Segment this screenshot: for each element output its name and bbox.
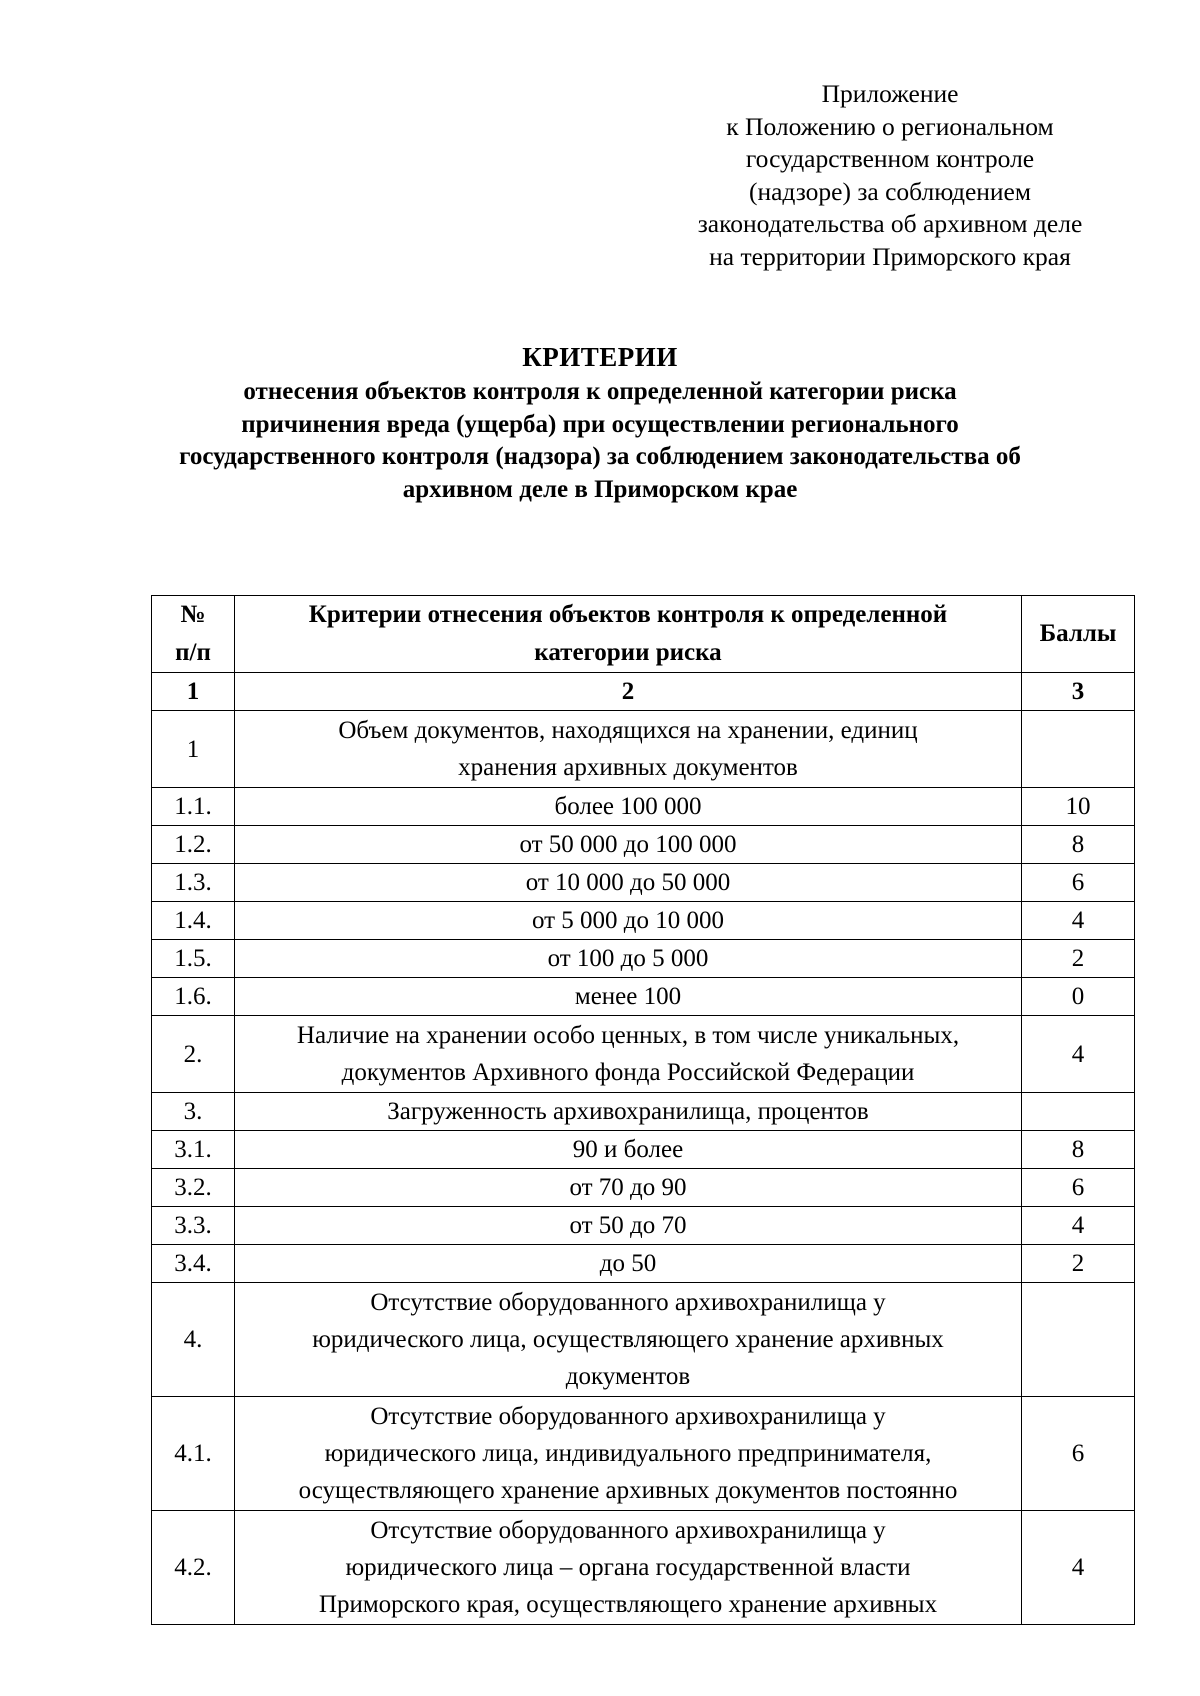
row-criterion [235, 1093, 1022, 1131]
row-number: 3.4. [152, 1245, 235, 1283]
row-score: 6 [1022, 1169, 1135, 1207]
row-score: 0 [1022, 978, 1135, 1016]
row-number: 1.1. [152, 788, 235, 826]
row-score: 6 [1022, 1397, 1135, 1511]
row-score: 4 [1022, 902, 1135, 940]
table-row [152, 788, 1135, 826]
table-row [152, 940, 1135, 978]
row-number: 2. [152, 1016, 235, 1093]
criterion-line: юридического лица, осуществляющего хранение архивных [312, 1326, 944, 1353]
row-score: 6 [1022, 864, 1135, 902]
table-row [152, 1511, 1135, 1625]
table-row [152, 978, 1135, 1016]
criterion-line: Объем документов, находящихся на хранении, единиц [338, 717, 918, 744]
row-criterion [235, 940, 1022, 978]
subtitle-line: отнесения объектов контроля к определенной категории риска [243, 378, 957, 405]
subtitle-line: причинения вреда (ущерба) при осуществлении регионального [241, 410, 959, 438]
column-number-row [152, 673, 1135, 711]
header-criteria-line1: Критерии отнесения объектов контроля к определенной [308, 601, 948, 628]
row-number: 3.3. [152, 1207, 235, 1245]
row-criterion [235, 1245, 1022, 1283]
row-number: 1 [152, 711, 235, 788]
table-row [152, 1131, 1135, 1169]
criterion-line: от 50 000 до 100 000 [519, 831, 737, 858]
criterion-line: юридического лица, индивидуального предпринимателя, [324, 1440, 932, 1467]
row-score: 10 [1022, 788, 1135, 826]
row-number: 3. [152, 1093, 235, 1131]
row-number: 4. [152, 1283, 235, 1397]
criterion-line: менее 100 [574, 983, 682, 1010]
row-criterion [235, 902, 1022, 940]
row-criterion [235, 1131, 1022, 1169]
row-score [1022, 1283, 1135, 1397]
row-number: 1.2. [152, 826, 235, 864]
header-number-line1: № [180, 601, 206, 628]
row-criterion [235, 1207, 1022, 1245]
row-criterion [235, 788, 1022, 826]
criterion-line: от 70 до 90 [569, 1174, 687, 1201]
table-header-row [152, 596, 1135, 673]
row-criterion [235, 826, 1022, 864]
row-criterion [235, 1397, 1022, 1511]
row-number: 3.1. [152, 1131, 235, 1169]
header-number-line2: п/п [175, 639, 211, 666]
criterion-line: хранения архивных документов [458, 754, 798, 781]
row-number: 1.6. [152, 978, 235, 1016]
row-number: 4.1. [152, 1397, 235, 1511]
criterion-line: 90 и более [572, 1136, 684, 1163]
criterion-line: документов [565, 1363, 691, 1390]
row-score: 8 [1022, 826, 1135, 864]
table-row [152, 711, 1135, 788]
table-row [152, 1397, 1135, 1511]
row-score [1022, 711, 1135, 788]
subtitle-line: архивном деле в Приморском крае [402, 475, 798, 503]
criterion-line: от 5 000 до 10 000 [531, 907, 725, 934]
row-score: 2 [1022, 940, 1135, 978]
criterion-line: Приморского края, осуществляющего хранение архивных [318, 1591, 938, 1618]
row-criterion [235, 1283, 1022, 1397]
table-row [152, 1207, 1135, 1245]
table-row [152, 826, 1135, 864]
criterion-line: Отсутствие оборудованного архивохранилища у [370, 1403, 886, 1430]
appendix-line: на территории Приморского края [709, 241, 1071, 271]
criterion-line: осуществляющего хранение архивных документов постоянно [298, 1477, 958, 1504]
row-score: 8 [1022, 1131, 1135, 1169]
criterion-line: от 10 000 до 50 000 [525, 869, 731, 896]
row-score: 4 [1022, 1207, 1135, 1245]
row-number: 1.4. [152, 902, 235, 940]
row-score: 4 [1022, 1016, 1135, 1093]
appendix-line: законодательства об архивном деле [697, 209, 1083, 238]
criteria-table [151, 595, 1135, 1625]
criterion-line: юридического лица – органа государственной власти [345, 1554, 911, 1581]
table-row [152, 1016, 1135, 1093]
row-score: 4 [1022, 1511, 1135, 1625]
appendix-line: (надзоре) за соблюдением [748, 176, 1032, 206]
table-row [152, 1283, 1135, 1397]
criterion-line: Отсутствие оборудованного архивохранилища у [370, 1517, 886, 1544]
criterion-line: документов Архивного фонда Российской Федерации [341, 1059, 915, 1086]
row-criterion [235, 864, 1022, 902]
document-title-block [100, 340, 1100, 506]
header-criteria [235, 596, 1022, 673]
table-row [152, 1093, 1135, 1131]
header-criteria-line2: категории риска [534, 639, 722, 666]
criterion-line: до 50 [599, 1250, 657, 1277]
table-row [152, 902, 1135, 940]
criterion-line: от 100 до 5 000 [547, 945, 709, 972]
column-number: 2 [235, 673, 1022, 711]
table-row [152, 1169, 1135, 1207]
row-criterion [235, 1511, 1022, 1625]
row-number: 1.5. [152, 940, 235, 978]
row-score: 2 [1022, 1245, 1135, 1283]
criterion-line: от 50 до 70 [569, 1212, 687, 1239]
appendix-line: к Положению о региональном [726, 111, 1054, 141]
criterion-line: Загруженность архивохранилища, процентов [387, 1098, 869, 1125]
column-number: 1 [152, 673, 235, 711]
column-number: 3 [1022, 673, 1135, 711]
table-row [152, 1245, 1135, 1283]
appendix-line: государственном контроле [745, 144, 1035, 173]
row-criterion [235, 711, 1022, 788]
criterion-line: более 100 000 [554, 793, 702, 820]
row-criterion [235, 978, 1022, 1016]
document-subtitle [100, 376, 1100, 506]
criteria-table-body [152, 596, 1135, 1625]
header-score: Баллы [1022, 596, 1135, 673]
row-criterion [235, 1169, 1022, 1207]
subtitle-line: государственного контроля (надзора) за соблюдением законодательства об [179, 443, 1021, 470]
row-number: 3.2. [152, 1169, 235, 1207]
criterion-line: Наличие на хранении особо ценных, в том числе уникальных, [296, 1022, 960, 1049]
appendix-block [640, 78, 1140, 273]
row-score [1022, 1093, 1135, 1131]
appendix-line: Приложение [821, 79, 959, 108]
row-number: 1.3. [152, 864, 235, 902]
header-number [152, 596, 235, 673]
row-number: 4.2. [152, 1511, 235, 1625]
criterion-line: Отсутствие оборудованного архивохранилища у [370, 1289, 886, 1316]
document-title: КРИТЕРИИ [522, 342, 678, 372]
table-row [152, 864, 1135, 902]
row-criterion [235, 1016, 1022, 1093]
